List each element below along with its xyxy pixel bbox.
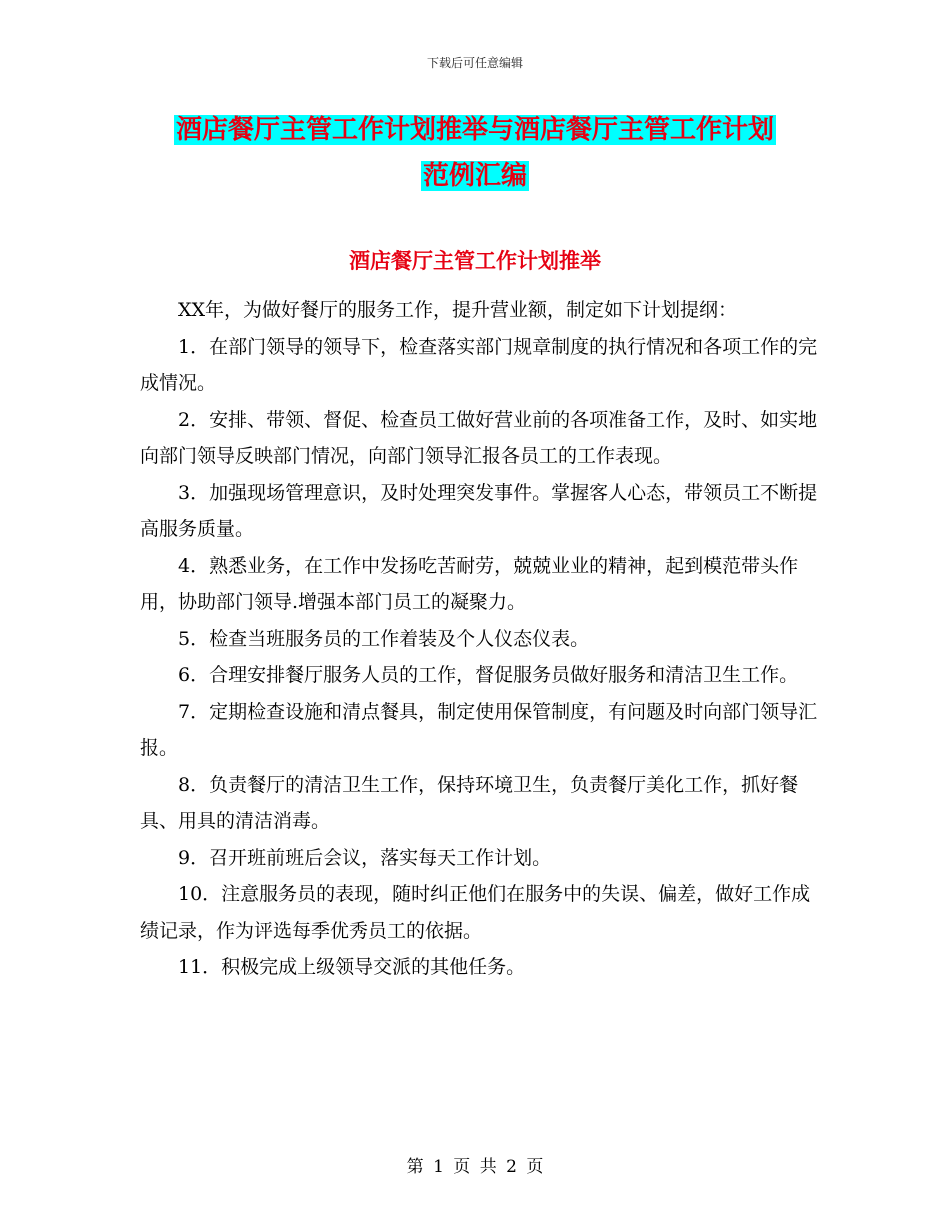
paragraph-item-8: 8．负责餐厅的清洁卫生工作，保持环境卫生，负责餐厅美化工作，抓好餐具、用具的清洁消毒。 bbox=[140, 773, 799, 832]
section-title: 酒店餐厅主管工作计划推举 bbox=[349, 249, 601, 273]
paragraph-item-3: 3．加强现场管理意识，及时处理突发事件。掌握客人心态，带领员工不断提高服务质量。 bbox=[140, 481, 818, 540]
paragraph-item-9: 9．召开班前班后会议，落实每天工作计划。 bbox=[178, 846, 552, 869]
paragraph-item-10: 10．注意服务员的表现，随时纠正他们在服务中的失误、偏差，做好工作成绩记录，作为评选每季优秀员工的依据。 bbox=[140, 883, 811, 942]
header-note: 下载后可任意编辑 bbox=[426, 56, 523, 70]
paragraph-intro: XX年，为做好餐厅的服务工作，提升营业额，制定如下计划提纲： bbox=[178, 299, 738, 321]
document-title-text-2: 范例汇编 bbox=[422, 161, 527, 191]
body-text bbox=[140, 292, 820, 986]
document-title-line-2 bbox=[0, 156, 950, 196]
page-footer: 第 1 页 共 2 页 bbox=[406, 1157, 544, 1177]
paragraph-item-2: 2．安排、带领、督促、检查员工做好营业前的各项准备工作，及时、如实地向部门领导反映部门情况，向部门领导汇报各员工的工作表现。 bbox=[140, 408, 818, 467]
document-title-line-1 bbox=[0, 110, 950, 150]
paragraph-item-4: 4．熟悉业务，在工作中发扬吃苦耐劳，兢兢业业的精神，起到模范带头作用，协助部门领导.增强本部门员工的凝聚力。 bbox=[140, 554, 799, 613]
paragraph-item-5: 5．检查当班服务员的工作着装及个人仪态仪表。 bbox=[178, 627, 590, 650]
paragraph-item-6: 6．合理安排餐厅服务人员的工作，督促服务员做好服务和清洁卫生工作。 bbox=[178, 664, 799, 686]
paragraph-item-7: 7．定期检查设施和清点餐具，制定使用保管制度，有问题及时向部门领导汇报。 bbox=[140, 700, 818, 759]
document-title-text-1: 酒店餐厅主管工作计划推举与酒店餐厅主管工作计划 bbox=[175, 115, 774, 145]
paragraph-item-11: 11．积极完成上级领导交派的其他任务。 bbox=[178, 956, 526, 978]
paragraph-item-1: 1．在部门领导的领导下，检查落实部门规章制度的执行情况和各项工作的完成情况。 bbox=[140, 335, 818, 394]
